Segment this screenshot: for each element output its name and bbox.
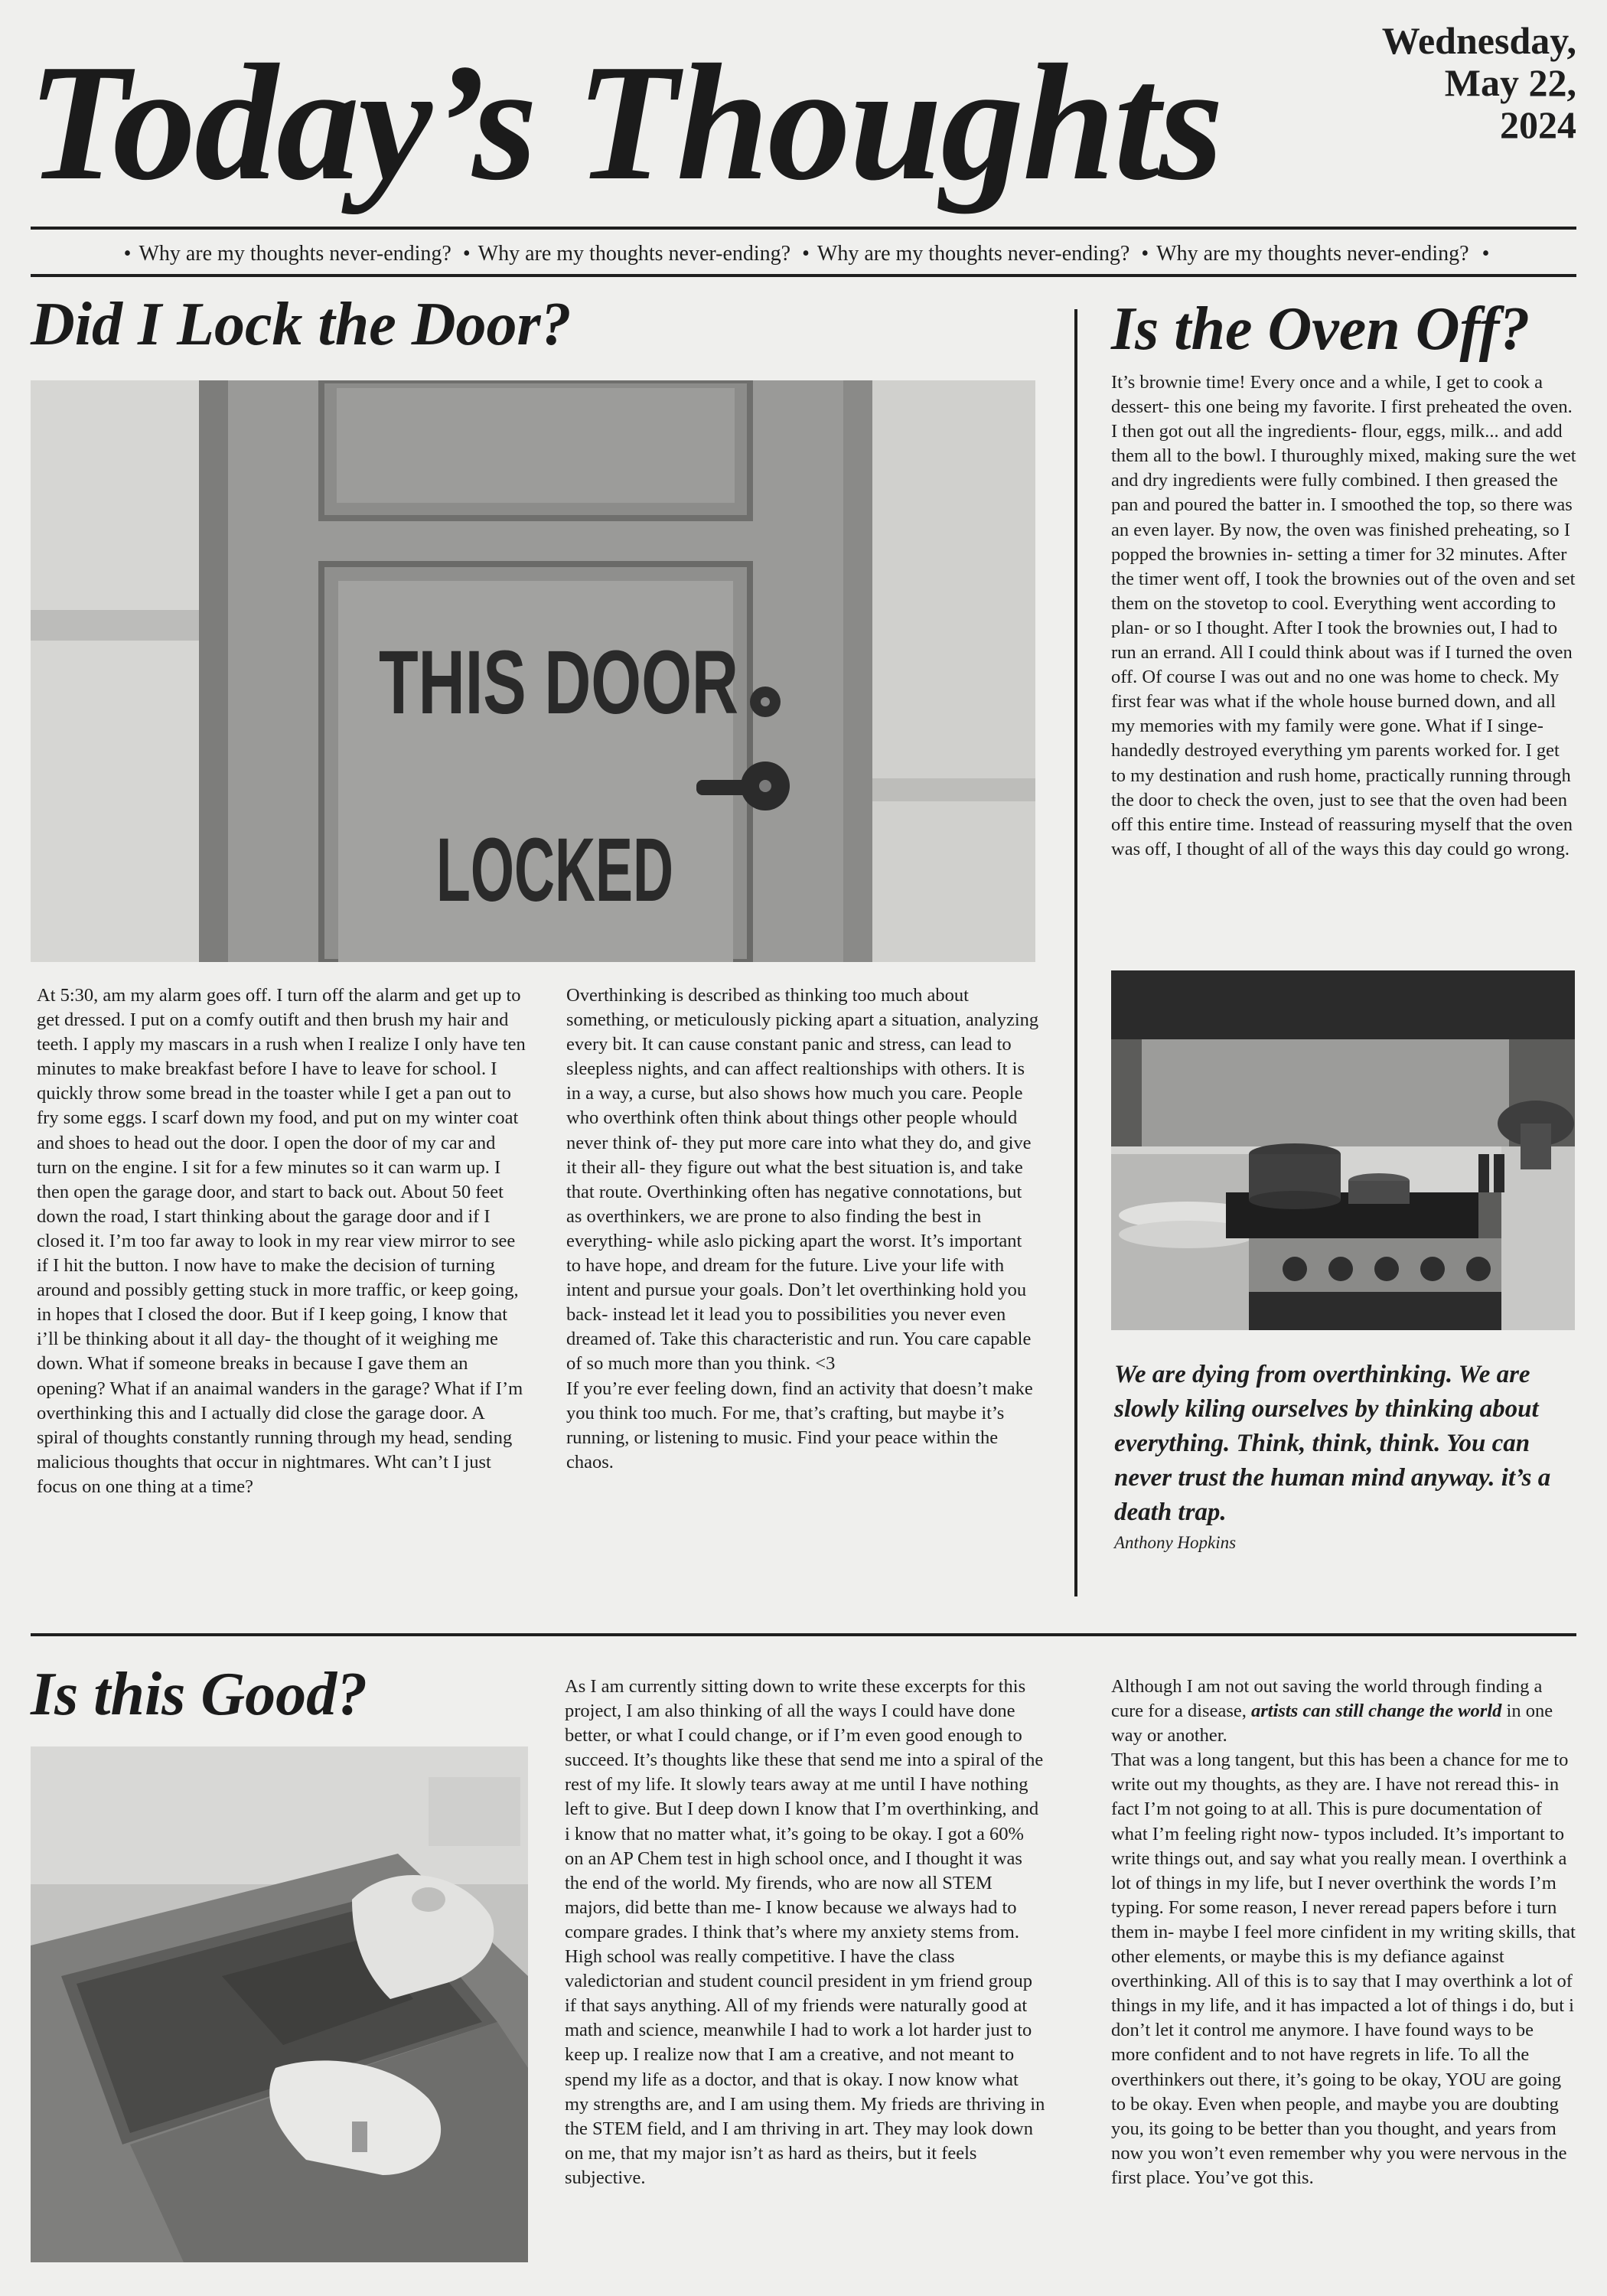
door-sign-line-1: THIS DOOR [379, 632, 738, 733]
door-article-paragraph: At 5:30, am my alarm goes off. I turn off the alarm and get up to get dressed. I put on a comfy outift and then brush my hair and teeth. I apply my mascars in a rush when I realize I only have ten minutes to make breakfast before I have to leave for school. I quickly throw some bread in the toaster while I get a pan out to fry some eggs. I scarf down my food, and put on my winter coat and shoes to head out the door. I open the door of my car and turn on the engine. I sit for a few minutes so it can warm up. I then open the garage door, and start to back out. About 50 feet down the road, I start thinking about the garage door and if I closed it. I’m too far away to look in my rear view mirror to see if I hit the button. I now have to make the decision of turning around and possibly getting stuck in more traffic, or keep going, in hopes that I closed the door. But if I keep going, I know that i’ll be thinking about it all day- the thought of it weighing me down. What if someone breaks in because I gave them an opening? What if an anaimal wanders in the garage? What if I’m overthinking this and I actually did close the garage door. A spiral of thoughts constantly running through my head, sending malicious thoughts that occur in nightmares. Wht can’t I just focus on one thing at a time? [37, 985, 526, 1497]
date-year: 2024 [1500, 103, 1576, 146]
good-article-column-2 [565, 1675, 1047, 2190]
ticker-item: • Why are my thoughts never-ending? [118, 242, 451, 266]
paragraph-end: in one way or another. [1111, 1701, 1553, 1746]
section-divider [31, 1633, 1576, 1636]
door-article-column-1 [37, 983, 526, 1499]
good-article-paragraph: As I am currently sitting down to write these excerpts for this project, I am also thinking of all the ways I could have done better, or what I could change, or if I’m even good enough to succeed. It’s thoughts like these that send me into a spiral of the rest of my life. It slowly tears away at me until I have nothing left to give. But I deep down I know that I’m overthinking, and i know that no matter what, it’s going to be okay. I got a 60% on an AP Chem test in high school once, and I thought it was the end of the world. My firends, who are now all STEM majors, did bette than me- I know because we always had to compare grades. I think that’s where my anxiety stems from. High school was really competitive. I have the class valedictorian and student council president in ym friend group if that says anything. All of my friends were naturally good at math and science, meanwhile I had to work a lot harder just to keep up. I realize now that I am a creative, and not meant to spend my life as a doctor, and that is okay. I now know what my strengths are, and I am using them. My frieds are thriving in the STEM field, and I am thriving in art. They may look down on me, that my major isn’t as hard as theirs, but it feels subjective. [565, 1676, 1045, 2188]
paragraph-start: Although I am not out saving the world through finding a cure for a disease, [1111, 1676, 1543, 1722]
kitchen-stove-photo [1111, 970, 1575, 1330]
ticker-item: • Why are my thoughts never-ending? [796, 242, 1129, 266]
masthead-top-rule [31, 227, 1576, 230]
good-article-column-3 [1111, 1675, 1576, 2190]
oven-article-paragraph: It’s brownie time! Every once and a while, I get to cook a dessert- this one being my favorite. I first preheated the oven. I then got out all the ingredients- flour, eggs, milk... and add them all to the bowl. I thuroughly mixed, making sure the wet and dry ingredients were fully combined. I then greased the pan and poured the batter in. I smoothed the top, so there was an even layer. By now, the oven was finished preheating, so I popped the brownies in- setting a timer for 32 minutes. After the timer went off, I took the brownies out of the oven and set them on the stovetop to cool. Everything went according to plan- or so I thought. After I took the brownies out, I had to run an errand. All I could think about was if I turned the oven off. Of course I was out and no one was home to check. My first fear was what if the whole house burned down, and all my memories with my family were gone. What if I singe-handedly destroyed everything ym parents worked for. I get to my destination and rush home, practically running through the door to check the oven, just to see that the oven had been off this entire time. Instead of reassuring myself that the oven was off, I thought of all of the ways this day could go wrong. [1111, 372, 1576, 859]
locked-door-photo [31, 380, 1035, 962]
good-article-paragraph [1111, 1675, 1576, 1748]
door-article-column-2 [566, 983, 1041, 1475]
door-sign-line-2: LOCKED [436, 820, 673, 921]
emphasis-phrase: artists can still change the world [1250, 1701, 1502, 1722]
date-month-day: May 22, [1444, 61, 1576, 104]
door-article-headline: Did I Lock the Door? [31, 291, 572, 358]
ticker-strip: • Why are my thoughts never-ending? • Why are my thoughts never-ending? • Why are my thoughts never-ending? • Why are my thoughts never-ending? • [31, 242, 1576, 266]
oven-article-headline: Is the Oven Off? [1111, 295, 1530, 363]
date-weekday: Wednesday, [1381, 19, 1576, 62]
ticker-item: • Why are my thoughts never-ending? [1135, 242, 1468, 266]
ticker-item: • Why are my thoughts never-ending? [457, 242, 790, 266]
good-article-headline: Is this Good? [31, 1661, 368, 1728]
good-article-paragraph: That was a long tangent, but this has been a chance for me to write out my thoughts, as they are. I have not reread this- in fact I’m not going to at all. This is pure documentation of what I’m feeling right now- typos included. It’s important to write things out, and say what you really mean. I overthink a lot of things in my life, but I never overthink the words I’m typing. For some reason, I never reread papers before i turn them in- maybe I feel more cinfident in my writing skills, that other elements, or maybe this is my defiance against overthinking. All of this is to say that I may overthink a lot of things in my life, and it has impacted a lot of things i do, but i don’t let it control me anymore. I have found ways to be more confident and to not have regrets in life. To all the overthinkers out there, it’s going to be okay, YOU are going to be okay. Even when people, and maybe you are doubting you, its going to be better than you thought, and years from now you won’t even remember why you were nervous in the first place. You’ve got this. [1111, 1750, 1576, 2188]
masthead-title: Today’s Thoughts [28, 31, 1222, 215]
oven-article-body [1111, 370, 1576, 862]
quote-attribution: Anthony Hopkins [1114, 1533, 1237, 1552]
masthead-bottom-rule [31, 274, 1576, 277]
laptop-typing-photo [31, 1746, 528, 2262]
issue-date [1316, 20, 1576, 146]
pull-quote: We are dying from overthinking. We are slowly kiling ourselves by thinking about everything. Think, think, think. You can never trust the human mind anyway. it’s a death trap. [1114, 1361, 1551, 1526]
door-article-paragraph: If you’re ever feeling down, find an activity that doesn’t make you think too much. For me, that’s crafting, but maybe it’s running, or listening to music. Find your peace within the chaos. [566, 1378, 1033, 1473]
column-divider [1074, 309, 1077, 1596]
door-article-paragraph: Overthinking is described as thinking too much about something, or meticulously picking apart a situation, analyzing every bit. It can cause constant panic and stress, can lead to sleepless nights, and can affect realtionships with others. It is in a way, a curse, but also shows how much you care. People who overthink often think about things other people whould never think of- they put more care into what they do, and give it their all- they figure out what the best situation is, and take that route. Overthinking often has negative connotations, but as overthinkers, we are prone to also finding the best in everything- while aslo picking apart the worst. It’s important to have hope, and dream for the future. Live your life with intent and pursue your goals. Don’t let overthinking hold you back- instead let it lead you to possibilities you never even dreamed of. Take this characteristic and run. You care capable of so much more than you think. <3 [566, 985, 1039, 1375]
